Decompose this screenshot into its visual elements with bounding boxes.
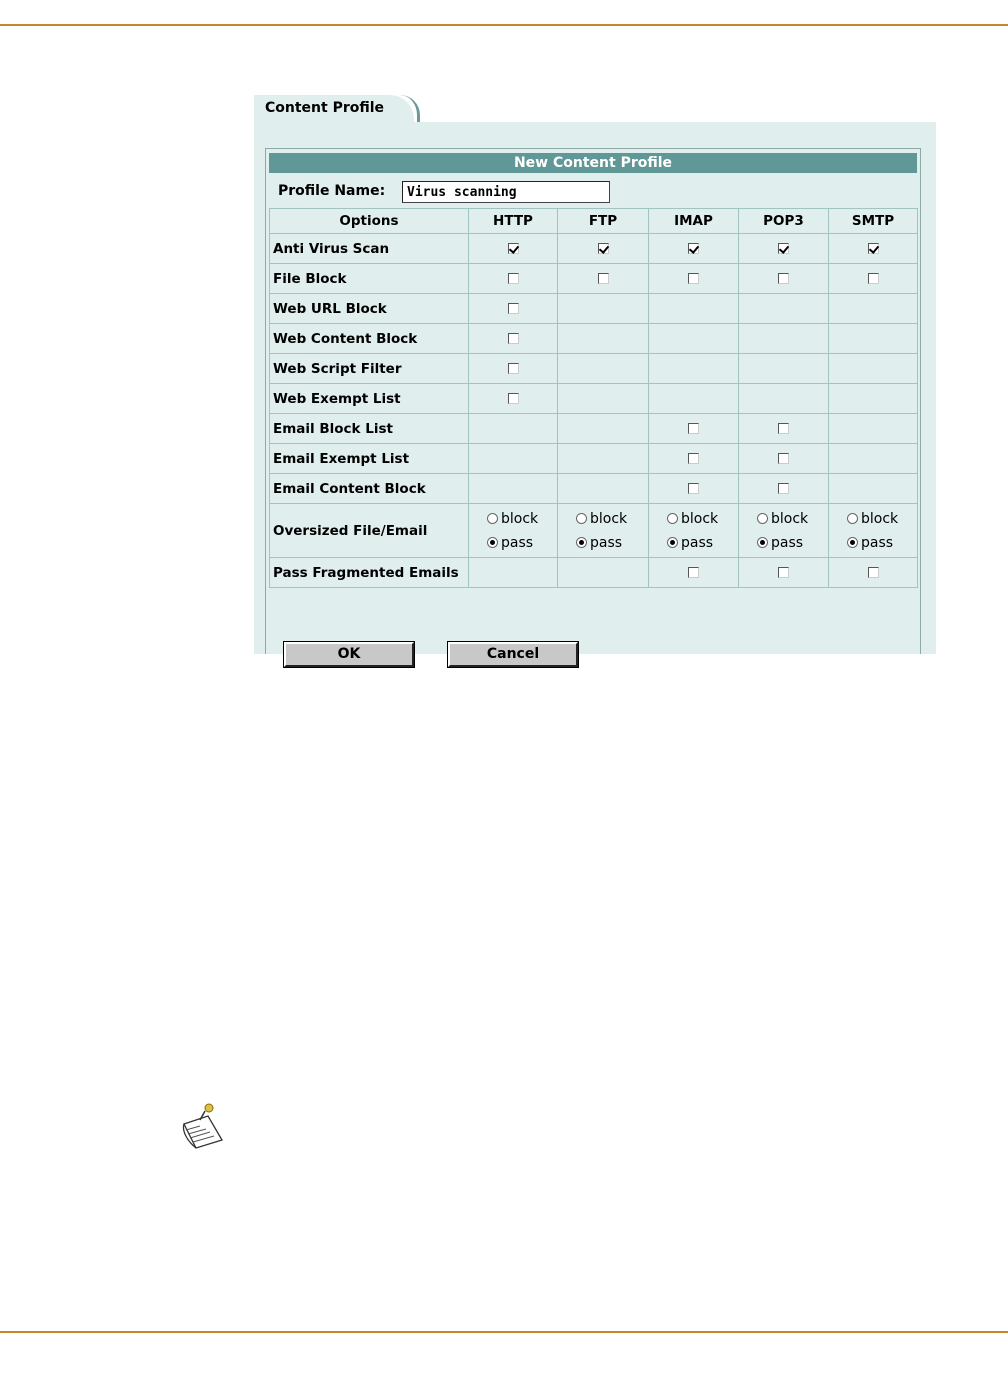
option-cell: [649, 504, 739, 558]
option-cell: [469, 474, 558, 504]
radio-group-http: [469, 507, 557, 555]
checkbox-smtp[interactable]: [868, 243, 879, 254]
checkbox-http[interactable]: [508, 363, 519, 374]
column-header-imap: IMAP: [649, 209, 739, 234]
option-cell: [829, 324, 918, 354]
radio-label: block: [771, 510, 809, 527]
checkbox-smtp[interactable]: [868, 567, 879, 578]
radio-option[interactable]: [576, 531, 648, 555]
checkbox-smtp[interactable]: [868, 273, 879, 284]
checkbox-pop3[interactable]: [778, 567, 789, 578]
table-row: [270, 558, 918, 588]
option-cell: [739, 354, 829, 384]
option-cell: [829, 234, 918, 264]
radio-pass-ftp[interactable]: [576, 537, 587, 548]
checkbox-http[interactable]: [508, 243, 519, 254]
option-cell: [829, 558, 918, 588]
option-cell: [469, 558, 558, 588]
option-cell: [558, 504, 649, 558]
option-cell: [739, 474, 829, 504]
form-title: New Content Profile: [269, 153, 917, 173]
radio-option[interactable]: [487, 531, 557, 555]
options-table: [269, 208, 918, 588]
option-cell: [649, 384, 739, 414]
option-cell: [558, 234, 649, 264]
radio-option[interactable]: [757, 507, 828, 531]
option-cell: [558, 444, 649, 474]
checkbox-ftp[interactable]: [598, 243, 609, 254]
table-row: [270, 324, 918, 354]
column-header-pop3: POP3: [739, 209, 829, 234]
radio-label: block: [681, 510, 719, 527]
checkbox-http[interactable]: [508, 273, 519, 284]
option-cell: [739, 384, 829, 414]
option-cell: [558, 264, 649, 294]
table-row: [270, 384, 918, 414]
cancel-button[interactable]: Cancel: [448, 642, 578, 667]
option-cell: [558, 294, 649, 324]
checkbox-ftp[interactable]: [598, 273, 609, 284]
option-label: Anti Virus Scan: [270, 234, 469, 264]
checkbox-imap[interactable]: [688, 453, 699, 464]
profile-name-input[interactable]: [402, 181, 610, 203]
radio-label: block: [501, 510, 539, 527]
radio-label: pass: [590, 534, 623, 551]
option-cell: [469, 264, 558, 294]
option-label: Email Block List: [270, 414, 469, 444]
option-label: Web URL Block: [270, 294, 469, 324]
radio-block-ftp[interactable]: [576, 513, 587, 524]
table-row: [270, 414, 918, 444]
option-cell: [739, 234, 829, 264]
column-header-smtp: SMTP: [829, 209, 918, 234]
option-cell: [739, 558, 829, 588]
option-cell: [829, 264, 918, 294]
table-row: [270, 264, 918, 294]
option-cell: [469, 504, 558, 558]
option-cell: [829, 444, 918, 474]
option-label: Oversized File/Email: [270, 504, 469, 558]
radio-group-imap: [649, 507, 738, 555]
table-row: [270, 474, 918, 504]
radio-label: block: [861, 510, 899, 527]
column-header-http: HTTP: [469, 209, 558, 234]
option-cell: [649, 474, 739, 504]
form-frame: [265, 148, 921, 662]
radio-pass-http[interactable]: [487, 537, 498, 548]
option-cell: [829, 294, 918, 324]
checkbox-imap[interactable]: [688, 273, 699, 284]
checkbox-imap[interactable]: [688, 423, 699, 434]
checkbox-imap[interactable]: [688, 243, 699, 254]
option-label: Pass Fragmented Emails: [270, 558, 469, 588]
table-row: [270, 504, 918, 558]
option-cell: [829, 504, 918, 558]
table-row: [270, 294, 918, 324]
radio-group-smtp: [829, 507, 917, 555]
option-label: Web Exempt List: [270, 384, 469, 414]
table-row: [270, 354, 918, 384]
option-cell: [469, 294, 558, 324]
column-header-ftp: FTP: [558, 209, 649, 234]
option-cell: [829, 474, 918, 504]
radio-label: pass: [861, 534, 894, 551]
option-cell: [739, 414, 829, 444]
radio-block-pop3[interactable]: [757, 513, 768, 524]
radio-group-pop3: [739, 507, 828, 555]
radio-option[interactable]: [847, 531, 917, 555]
profile-name-label: Profile Name:: [278, 183, 386, 199]
checkbox-pop3[interactable]: [778, 423, 789, 434]
note-pin-icon: [178, 1100, 232, 1152]
option-cell: [829, 354, 918, 384]
option-cell: [649, 444, 739, 474]
radio-option[interactable]: [667, 507, 738, 531]
option-cell: [558, 474, 649, 504]
checkbox-http[interactable]: [508, 303, 519, 314]
checkbox-pop3[interactable]: [778, 243, 789, 254]
radio-group-ftp: [558, 507, 648, 555]
option-cell: [469, 354, 558, 384]
table-row: [270, 234, 918, 264]
option-cell: [649, 264, 739, 294]
content-profile-panel: [254, 122, 936, 662]
option-cell: [829, 414, 918, 444]
checkbox-pop3[interactable]: [778, 483, 789, 494]
radio-label: pass: [771, 534, 804, 551]
tab-content-profile[interactable]: [254, 95, 414, 123]
header-rule: [0, 24, 1008, 26]
checkbox-pop3[interactable]: [778, 273, 789, 284]
radio-pass-smtp[interactable]: [847, 537, 858, 548]
radio-block-imap[interactable]: [667, 513, 678, 524]
option-cell: [649, 558, 739, 588]
ok-button[interactable]: OK: [284, 642, 414, 667]
option-label: Email Exempt List: [270, 444, 469, 474]
option-cell: [558, 384, 649, 414]
option-cell: [469, 414, 558, 444]
checkbox-imap[interactable]: [688, 483, 699, 494]
option-cell: [739, 504, 829, 558]
radio-label: block: [590, 510, 628, 527]
radio-block-smtp[interactable]: [847, 513, 858, 524]
option-cell: [469, 444, 558, 474]
option-cell: [649, 354, 739, 384]
option-label: File Block: [270, 264, 469, 294]
option-cell: [739, 324, 829, 354]
radio-label: pass: [681, 534, 714, 551]
radio-pass-imap[interactable]: [667, 537, 678, 548]
option-cell: [739, 294, 829, 324]
option-cell: [469, 324, 558, 354]
option-label: Email Content Block: [270, 474, 469, 504]
checkbox-http[interactable]: [508, 393, 519, 404]
table-row: [270, 444, 918, 474]
option-cell: [649, 294, 739, 324]
option-cell: [829, 384, 918, 414]
column-header-options: Options: [270, 209, 469, 234]
option-cell: [558, 324, 649, 354]
table-header-row: [270, 209, 918, 234]
option-cell: [558, 558, 649, 588]
option-cell: [649, 414, 739, 444]
option-cell: [558, 414, 649, 444]
radio-pass-pop3[interactable]: [757, 537, 768, 548]
option-cell: [469, 234, 558, 264]
option-label: Web Content Block: [270, 324, 469, 354]
option-cell: [558, 354, 649, 384]
radio-option[interactable]: [576, 507, 648, 531]
option-cell: [649, 234, 739, 264]
checkbox-pop3[interactable]: [778, 453, 789, 464]
option-cell: [739, 264, 829, 294]
option-cell: [739, 444, 829, 474]
checkbox-imap[interactable]: [688, 567, 699, 578]
radio-option[interactable]: [487, 507, 557, 531]
radio-block-http[interactable]: [487, 513, 498, 524]
option-cell: [649, 324, 739, 354]
radio-option[interactable]: [667, 531, 738, 555]
radio-label: pass: [501, 534, 534, 551]
option-label: Web Script Filter: [270, 354, 469, 384]
radio-option[interactable]: [847, 507, 917, 531]
tab-label: Content Profile: [265, 100, 385, 116]
radio-option[interactable]: [757, 531, 828, 555]
footer-rule: [0, 1331, 1008, 1333]
checkbox-http[interactable]: [508, 333, 519, 344]
option-cell: [469, 384, 558, 414]
